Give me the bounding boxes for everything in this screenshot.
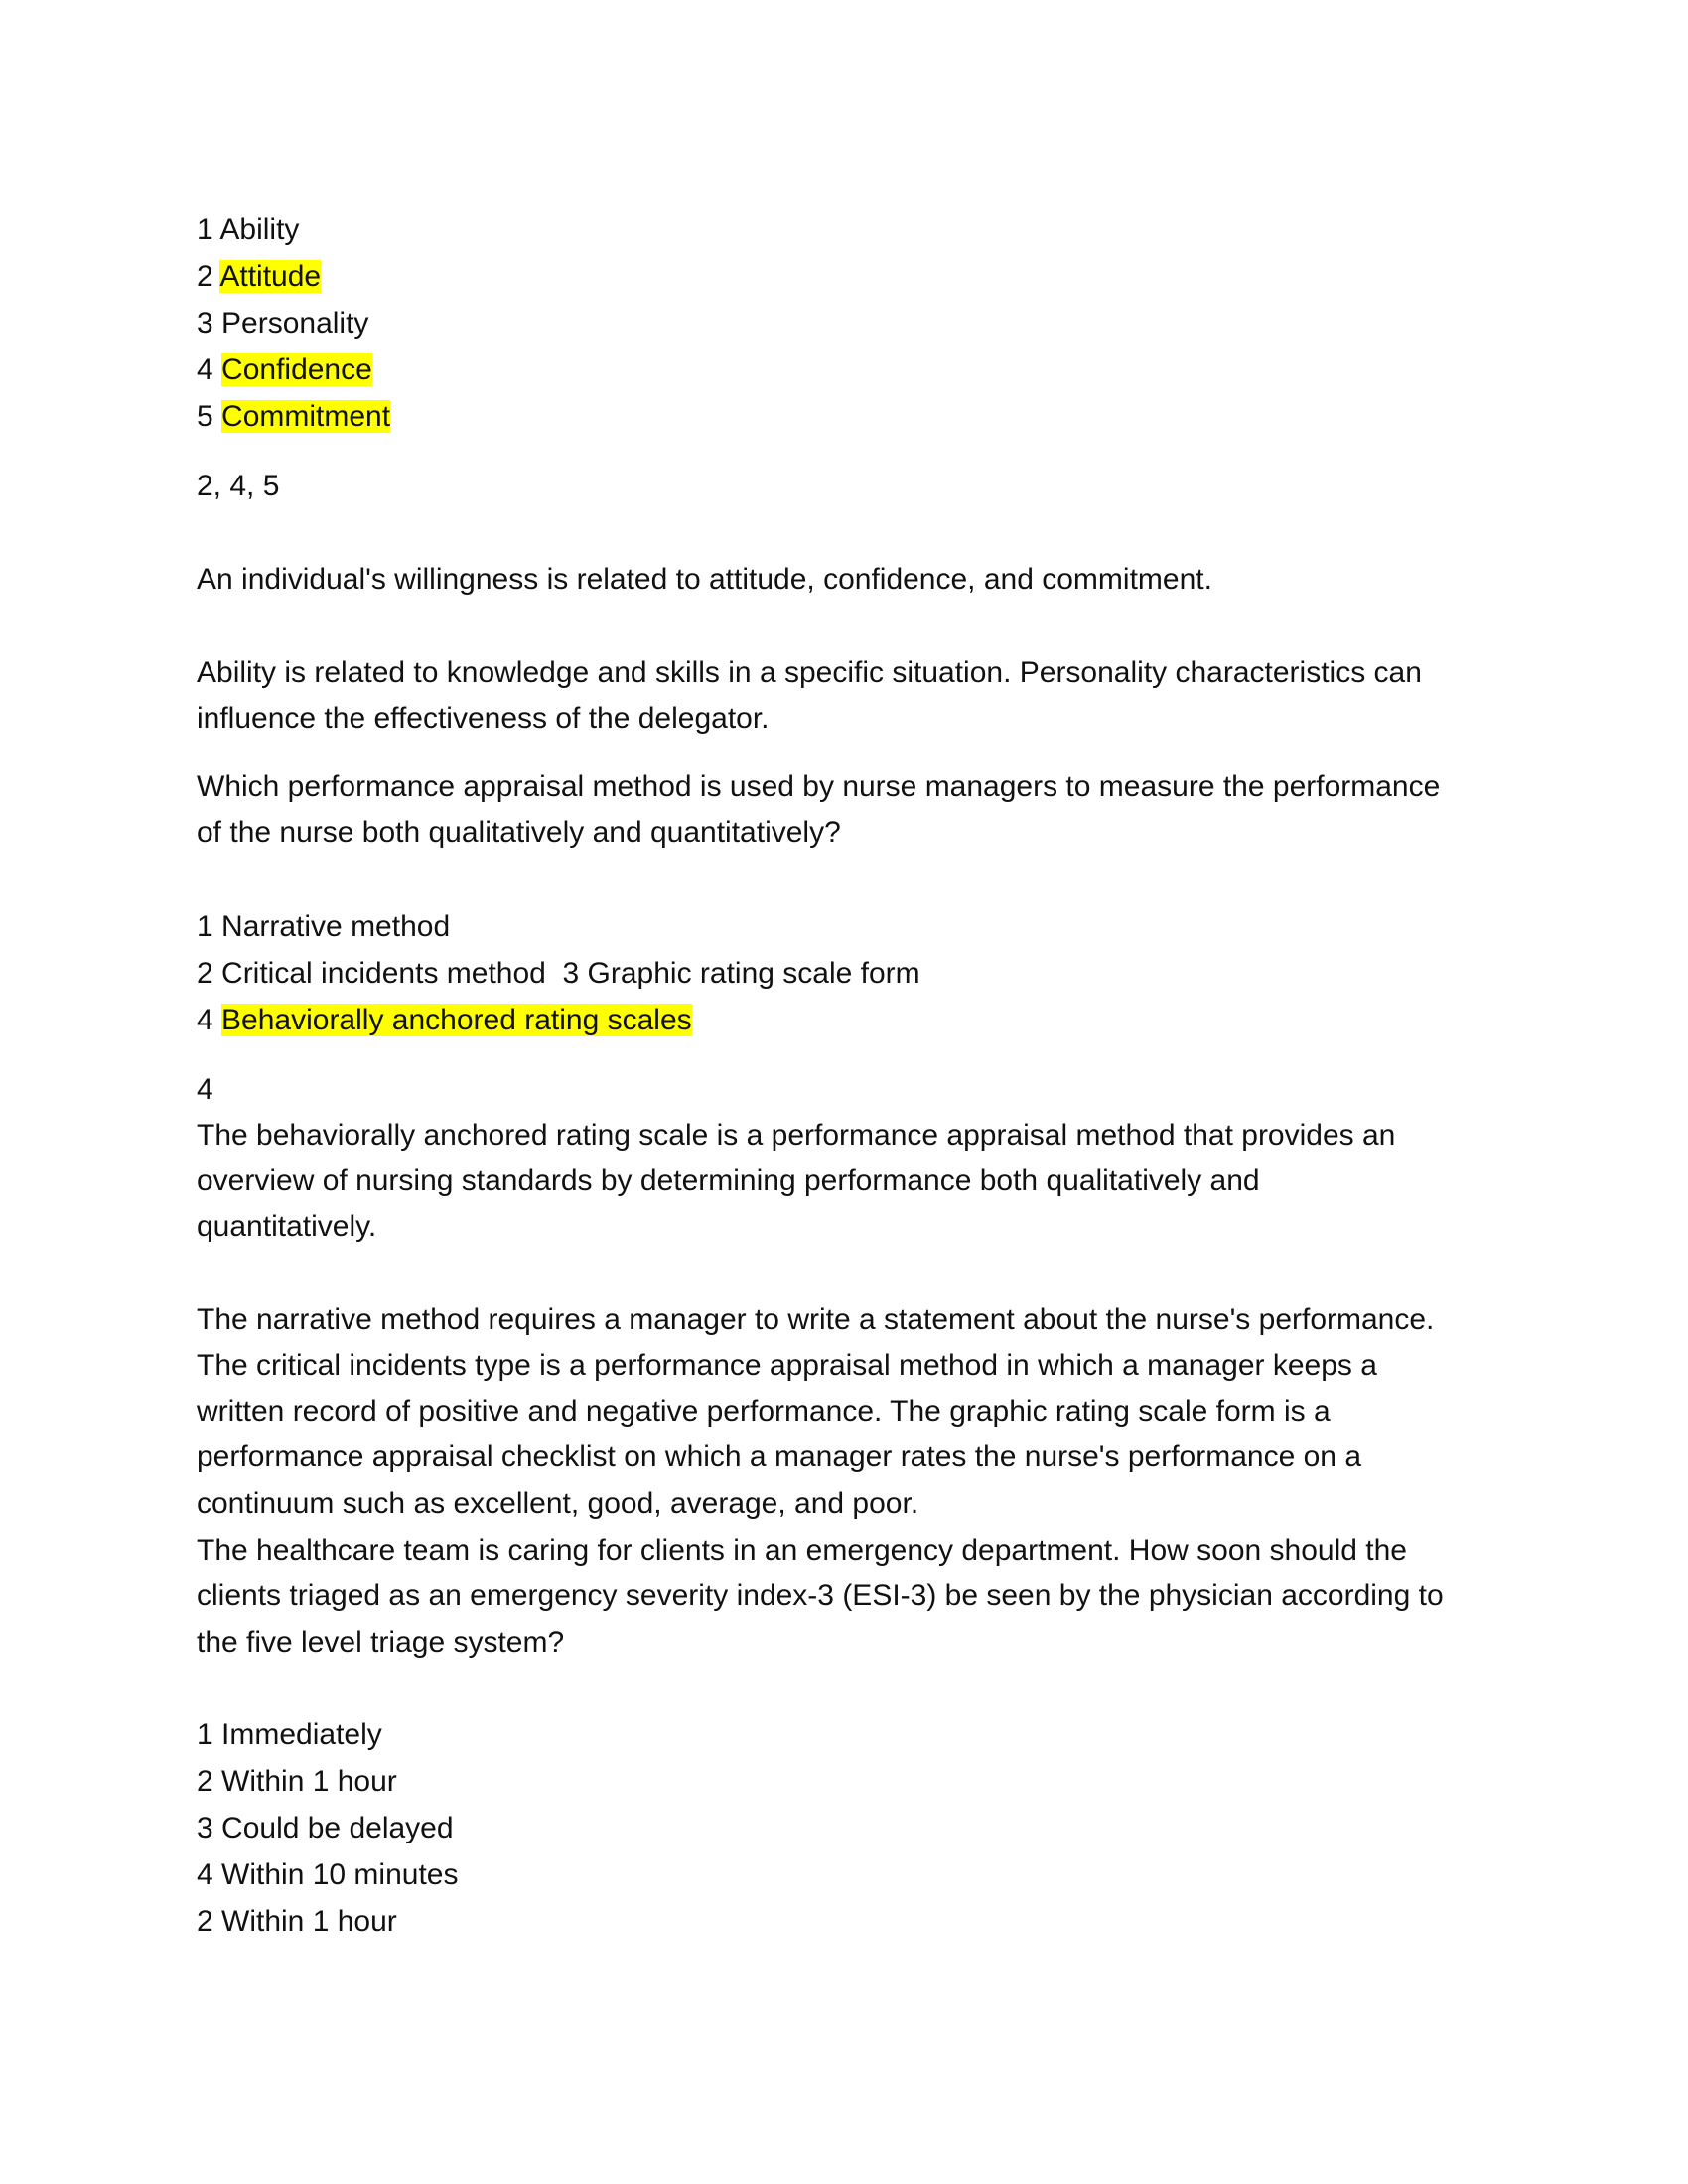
q1-option-4	[197, 350, 372, 390]
q1-explanation-2-line-2: influence the effectiveness of the delegator.	[197, 702, 770, 735]
option-number: 2	[197, 260, 213, 293]
q2-option-1	[197, 907, 450, 947]
highlighted-option-text: Attitude	[219, 260, 322, 293]
highlighted-option-text: Commitment	[221, 400, 391, 433]
option-number: 3	[197, 307, 213, 340]
q2-explanation-2-line-2: The critical incidents type is a performance appraisal method in which a manager keeps a	[197, 1349, 1377, 1382]
q2-question-line-1: Which performance appraisal method is used by nurse managers to measure the performance	[197, 770, 1441, 803]
option-number: 1	[197, 910, 213, 943]
highlighted-option-text: Confidence	[221, 353, 372, 386]
option-number: 1	[197, 1718, 213, 1751]
q3-option-1	[197, 1715, 382, 1755]
option-text: Narrative method	[221, 910, 451, 943]
q1-option-3	[197, 304, 368, 343]
q2-option-2-3	[197, 954, 920, 994]
option-text: Immediately	[221, 1718, 382, 1751]
option-number: 4	[197, 1004, 213, 1036]
q3-option-4	[197, 1855, 458, 1895]
q1-option-1	[197, 210, 299, 250]
q2-question-line-2: of the nurse both qualitatively and quantitatively?	[197, 816, 841, 849]
option-text: Critical incidents method 3 Graphic rating scale form	[221, 957, 920, 990]
q1-option-5	[197, 397, 390, 437]
q1-option-2	[197, 257, 321, 297]
option-text: Within 10 minutes	[221, 1858, 459, 1891]
option-text: Could be delayed	[221, 1812, 454, 1844]
q1-explanation-1: An individual's willingness is related to attitude, confidence, and commitment.	[197, 563, 1212, 596]
q2-explanation-1-line-2: overview of nursing standards by determining performance both qualitatively and	[197, 1164, 1260, 1197]
q3-answer: 2 Within 1 hour	[197, 1905, 397, 1938]
option-number: 4	[197, 353, 213, 386]
option-number: 1	[197, 213, 213, 246]
option-text: Personality	[221, 307, 369, 340]
q1-explanation-2-line-1: Ability is related to knowledge and skills in a specific situation. Personality characteristics can	[197, 656, 1422, 689]
option-number: 5	[197, 400, 213, 433]
q2-explanation-1-line-3: quantitatively.	[197, 1210, 377, 1243]
q3-question-line-2: clients triaged as an emergency severity index-3 (ESI-3) be seen by the physician according to	[197, 1579, 1444, 1612]
q3-question-line-3: the five level triage system?	[197, 1626, 565, 1659]
q2-answer: 4	[197, 1073, 213, 1106]
q1-answer: 2, 4, 5	[197, 470, 280, 502]
q2-explanation-2-line-5: continuum such as excellent, good, average, and poor.	[197, 1487, 919, 1520]
highlighted-option-text: Behaviorally anchored rating scales	[221, 1004, 692, 1036]
q2-explanation-2-line-1: The narrative method requires a manager to write a statement about the nurse's performance.	[197, 1303, 1435, 1336]
q3-option-2	[197, 1762, 397, 1802]
option-text: Ability	[219, 213, 300, 246]
option-number: 2	[197, 957, 213, 990]
q2-explanation-2-line-3: written record of positive and negative performance. The graphic rating scale form is a	[197, 1395, 1331, 1428]
q2-explanation-1-line-1: The behaviorally anchored rating scale is a performance appraisal method that provides an	[197, 1119, 1396, 1152]
option-number: 3	[197, 1812, 213, 1844]
option-number: 4	[197, 1858, 213, 1891]
q3-question-line-1: The healthcare team is caring for clients in an emergency department. How soon should the	[197, 1534, 1407, 1567]
q2-explanation-2-line-4: performance appraisal checklist on which a manager rates the nurse's performance on a	[197, 1440, 1362, 1473]
q3-option-3	[197, 1809, 454, 1848]
option-number: 2	[197, 1765, 213, 1798]
option-text: Within 1 hour	[221, 1765, 397, 1798]
q2-option-4	[197, 1001, 692, 1040]
